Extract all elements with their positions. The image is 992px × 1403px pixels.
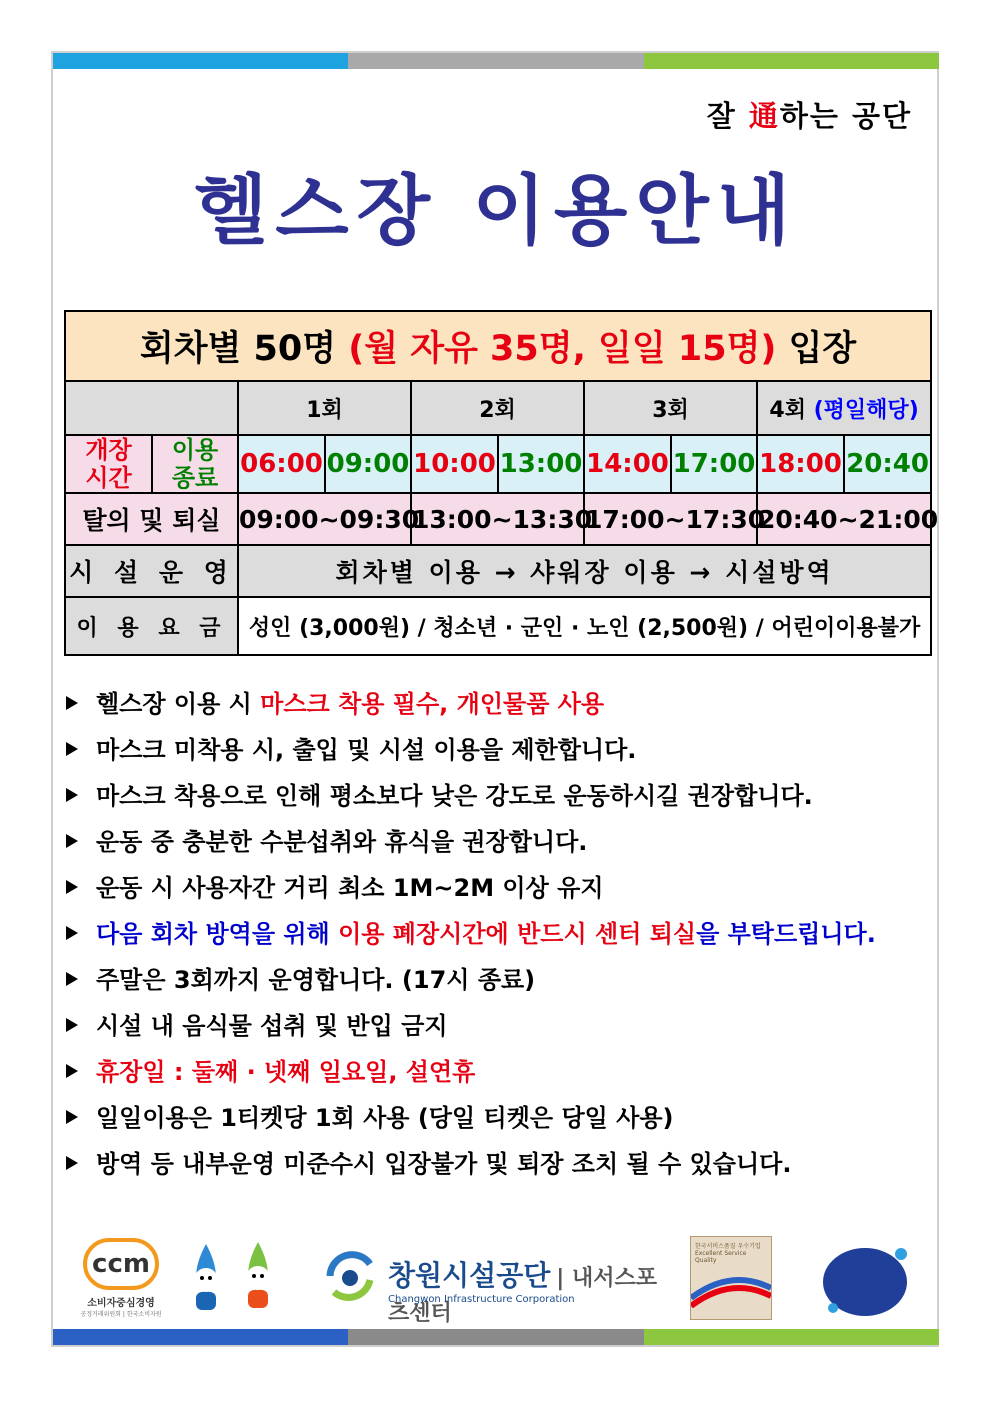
rule-item xyxy=(66,1056,876,1102)
ops-label: 시 설 운 영 xyxy=(65,545,238,597)
bullet-triangle-icon xyxy=(66,742,78,756)
session-3-open: 14:00 xyxy=(584,435,671,493)
fee-label: 이 용 요 금 xyxy=(65,597,238,655)
rules-list xyxy=(66,688,876,1194)
corner-cell xyxy=(65,381,238,435)
fee-value: 성인 (3,000원) / 청소년 · 군인 · 노인 (2,500원) / 어린이이용불가 xyxy=(238,597,931,655)
rule-text: 방역 등 내부운영 미준수시 입장불가 및 퇴장 조치 될 수 있습니다. xyxy=(96,1150,792,1178)
bullet-triangle-icon xyxy=(66,972,78,986)
bullet-triangle-icon xyxy=(66,926,78,940)
end-label: 이용 종료 xyxy=(152,435,238,493)
schedule-table xyxy=(64,310,939,656)
rule-text: 마스크 착용으로 인해 평소보다 낮은 강도로 운동하시길 권장합니다. xyxy=(96,782,813,810)
rule-text: 이용 폐장시간에 반드시 센터 퇴실 xyxy=(338,920,697,948)
rule-text: 주말은 3회까지 운영합니다. (17시 종료) xyxy=(96,966,536,994)
rule-text: 마스크 착용 필수, 개인물품 사용 xyxy=(260,690,605,718)
open-label: 개장 시간 xyxy=(65,435,152,493)
integrity-seal-icon xyxy=(815,1242,915,1318)
bullet-triangle-icon xyxy=(66,834,78,848)
ops-value: 회차별 이용 → 샤워장 이용 → 시설방역 xyxy=(238,545,931,597)
rule-item xyxy=(66,1102,876,1148)
rule-item xyxy=(66,780,876,826)
bullet-triangle-icon xyxy=(66,696,78,710)
rule-item xyxy=(66,1148,876,1194)
rule-item xyxy=(66,872,876,918)
ccm-logo: ccm 소비자중심경영 공정거래위원회 | 한국소비자원 xyxy=(76,1238,166,1318)
footer-logos xyxy=(0,1230,992,1325)
exit-label: 탈의 및 퇴실 xyxy=(65,493,238,545)
session-1-exit: 09:00~09:30 xyxy=(238,493,411,545)
session-1-open: 06:00 xyxy=(238,435,325,493)
bullet-triangle-icon xyxy=(66,788,78,802)
slogan: 잘 通하는 공단 xyxy=(706,99,912,133)
integrity-seal-logo xyxy=(815,1242,915,1318)
rule-item xyxy=(66,826,876,872)
session-2-end: 13:00 xyxy=(498,435,584,493)
rule-text: 을 부탁드립니다. xyxy=(696,920,876,948)
rule-text: 시설 내 음식물 섭취 및 반입 금지 xyxy=(96,1012,448,1040)
rule-text: 일일이용은 1티켓당 1회 사용 (당일 티켓은 당일 사용) xyxy=(96,1104,674,1132)
session-2-exit: 13:00~13:30 xyxy=(411,493,584,545)
session-1-end: 09:00 xyxy=(325,435,411,493)
bullet-triangle-icon xyxy=(66,1018,78,1032)
session-2-header: 2회 xyxy=(411,381,584,435)
rule-text: 휴장일 : 둘째 · 넷째 일요일, 설연휴 xyxy=(96,1058,476,1086)
service-quality-badge: 한국서비스품질 우수기업 Excellent Service Quality xyxy=(690,1236,772,1320)
bottom-color-bar xyxy=(53,1329,939,1345)
rule-item xyxy=(66,734,876,780)
session-4-open: 18:00 xyxy=(757,435,844,493)
bullet-triangle-icon xyxy=(66,1110,78,1124)
changwon-emblem-icon xyxy=(320,1246,380,1306)
rule-item xyxy=(66,688,876,734)
rule-text: 헬스장 이용 시 xyxy=(96,690,261,718)
session-3-end: 17:00 xyxy=(671,435,757,493)
rule-text: 운동 시 사용자간 거리 최소 1M~2M 이상 유지 xyxy=(96,874,604,902)
session-2-open: 10:00 xyxy=(411,435,498,493)
bullet-triangle-icon xyxy=(66,880,78,894)
rule-item xyxy=(66,964,876,1010)
session-3-header: 3회 xyxy=(584,381,757,435)
rule-text: 다음 회차 방역을 위해 xyxy=(96,920,339,948)
session-4-exit: 20:40~21:00 xyxy=(757,493,931,545)
page-title: 헬스장 이용안내 xyxy=(193,166,799,255)
session-4-end: 20:40 xyxy=(844,435,931,493)
session-3-exit: 17:00~17:30 xyxy=(584,493,757,545)
session-4-header: 4회 (평일해당) xyxy=(757,381,931,435)
bullet-triangle-icon xyxy=(66,1064,78,1078)
rule-item xyxy=(66,918,876,964)
rule-text: 운동 중 충분한 수분섭취와 휴식을 권장합니다. xyxy=(96,828,588,856)
rule-item xyxy=(66,1010,876,1056)
changwon-logo: 창원시설공단 | 내서스포츠센터 Changwon Infrastructure Corporation xyxy=(320,1242,660,1312)
capacity-header: 회차별 50명 (월 자유 35명, 일일 15명) 입장 xyxy=(65,311,931,381)
top-color-bar xyxy=(53,53,939,69)
session-1-header: 1회 xyxy=(238,381,411,435)
rule-text: 마스크 미착용 시, 출입 및 시설 이용을 제한합니다. xyxy=(96,736,637,764)
bullet-triangle-icon xyxy=(66,1156,78,1170)
mascot-characters-icon xyxy=(184,1236,284,1316)
quality-stripe-icon xyxy=(691,1268,771,1308)
